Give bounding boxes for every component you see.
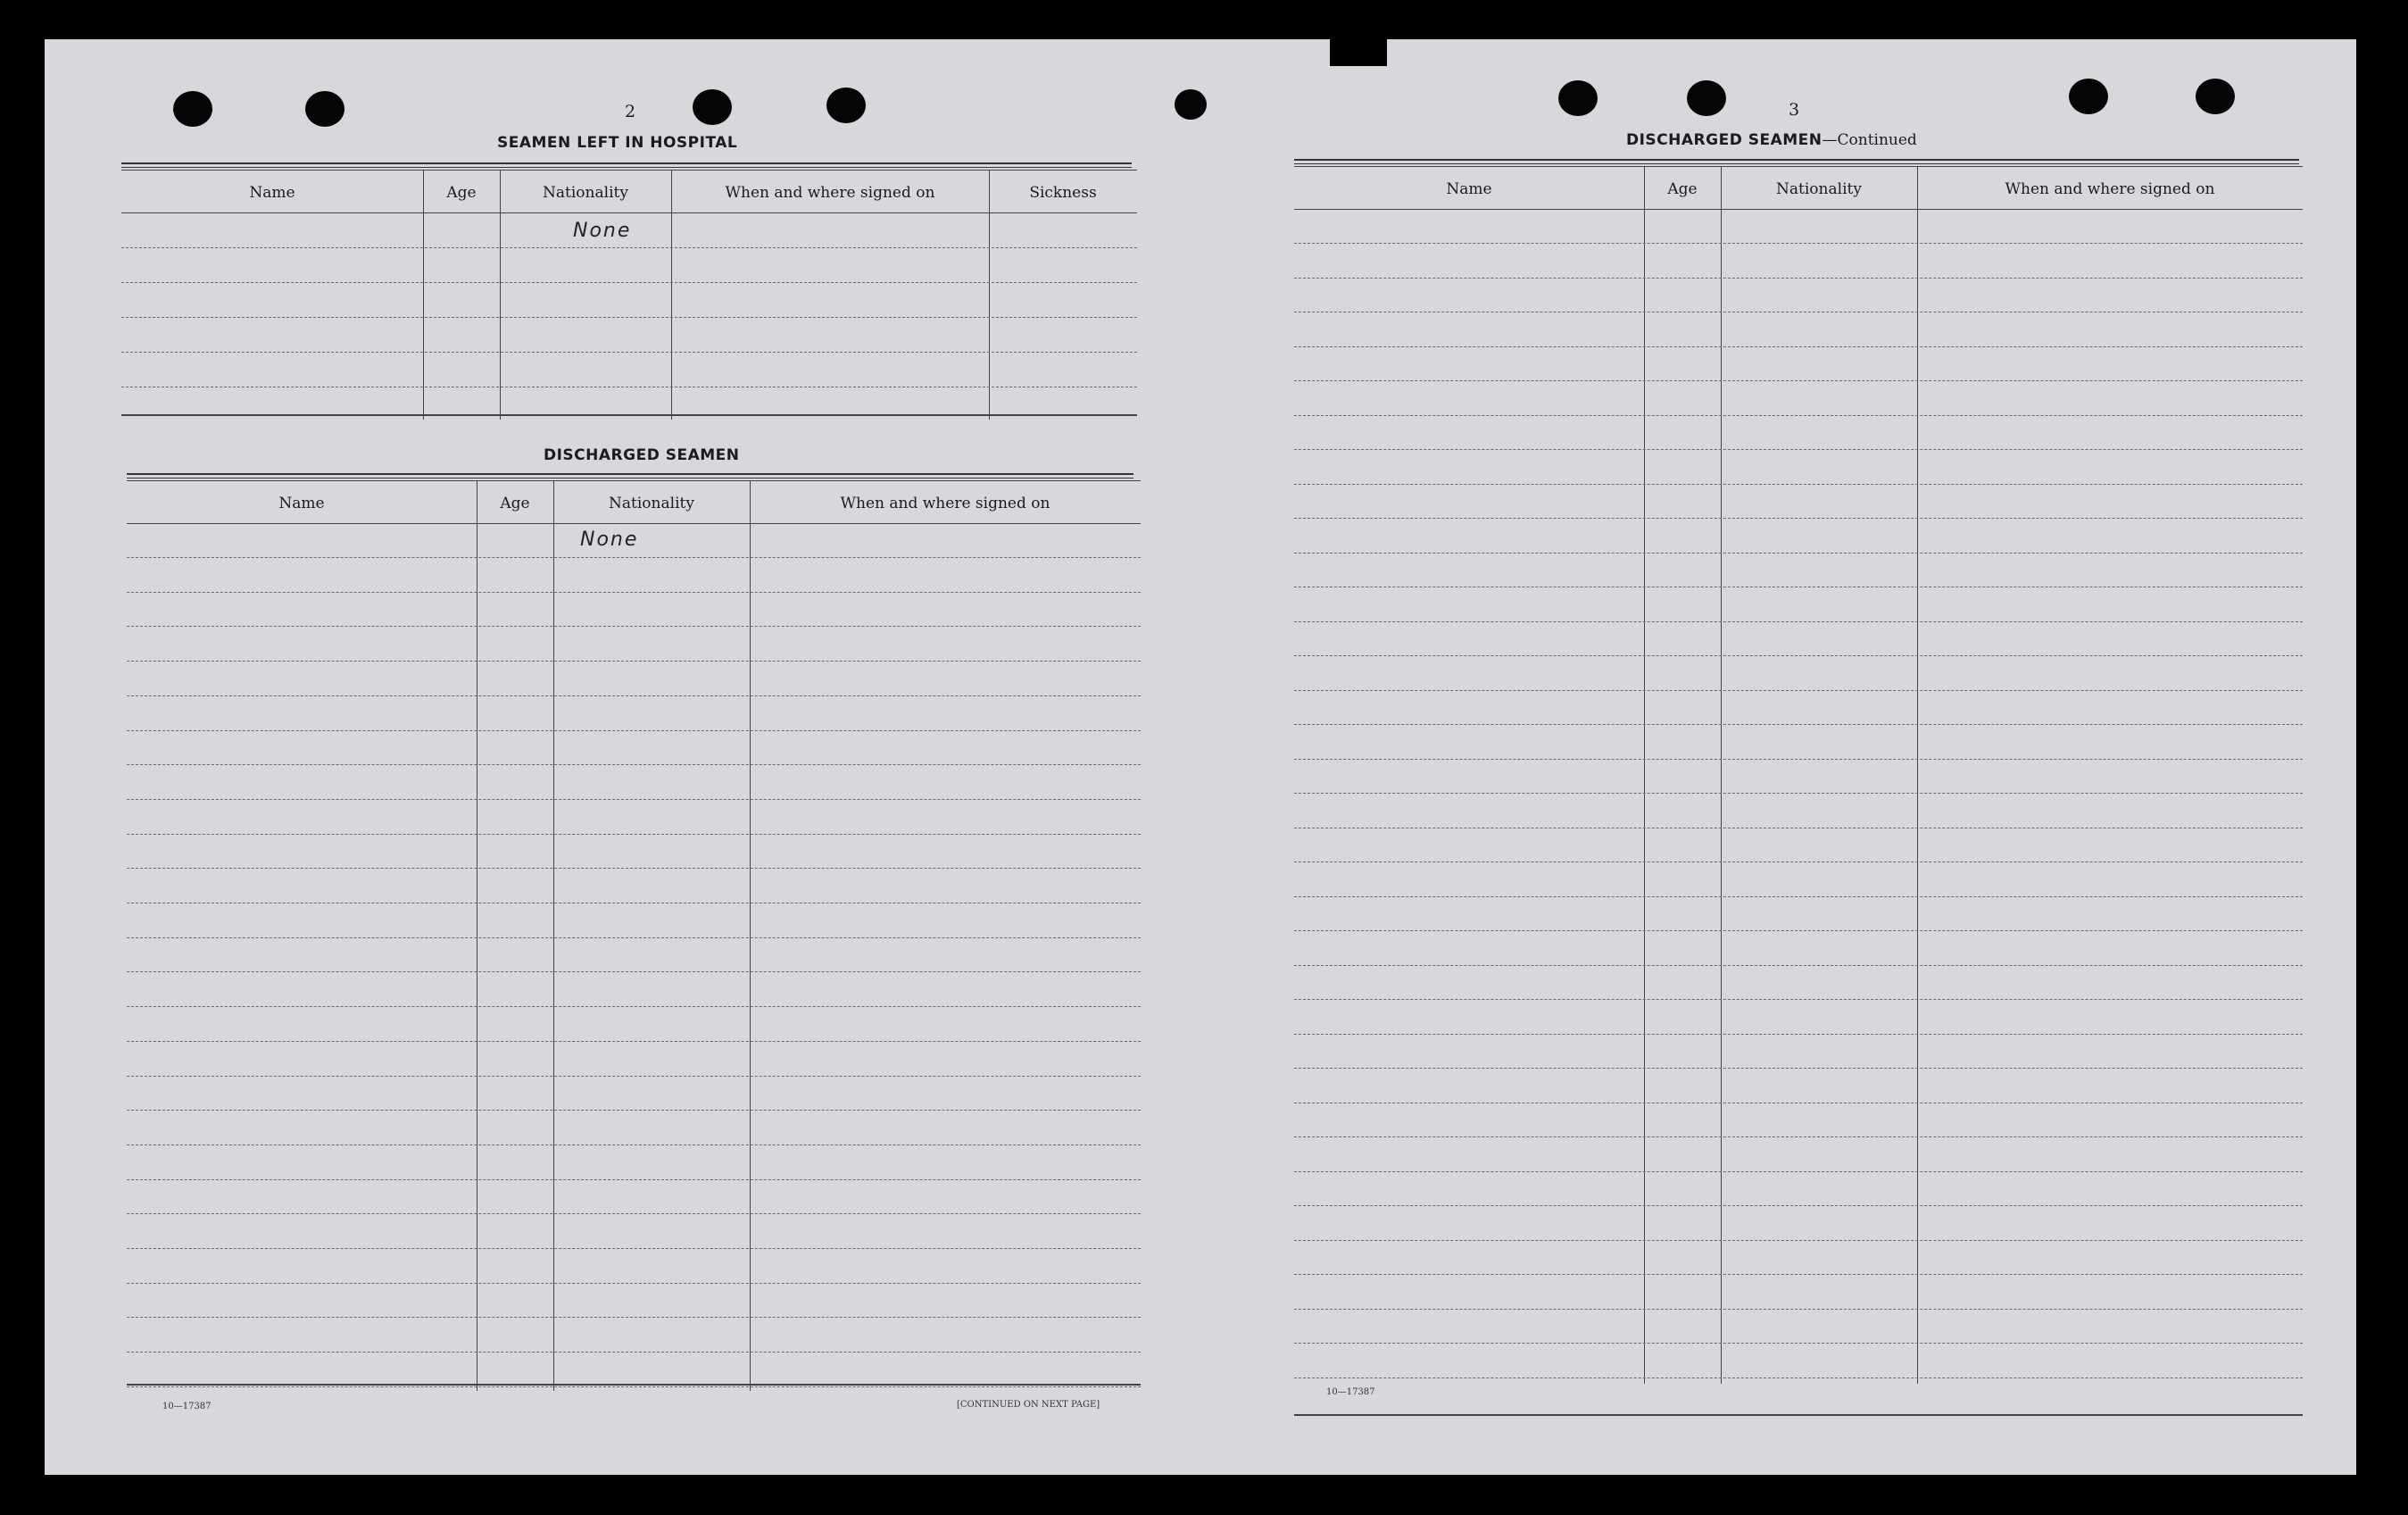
table-row-line (127, 971, 1141, 972)
column-header-signed-on: When and where signed on (840, 495, 1050, 512)
handwritten-entry: None (580, 529, 639, 551)
punch-hole (1558, 80, 1598, 116)
table-row-line (1294, 449, 2303, 450)
column-divider (423, 170, 424, 420)
table-row-line (121, 317, 1137, 318)
table-row-line (127, 1248, 1141, 1249)
table-row-line (1294, 930, 2303, 931)
discharged-table (127, 480, 1141, 1391)
table-row-line (1294, 1274, 2303, 1275)
punch-hole (305, 91, 345, 127)
table-row-line (1294, 1068, 2303, 1069)
table-row-line (127, 557, 1141, 558)
form-number-right: 10—17387 (1326, 1387, 1375, 1397)
torn-edge (1330, 39, 1387, 66)
punch-hole (2196, 79, 2235, 114)
column-header-nationality: Nationality (609, 495, 694, 512)
table-row-line (1294, 1240, 2303, 1241)
table-row-line (1294, 415, 2303, 416)
table-row-line (121, 352, 1137, 353)
column-divider (671, 170, 672, 420)
table-row-line (127, 1283, 1141, 1284)
table-row-line (1294, 553, 2303, 554)
column-header-sickness: Sickness (1029, 184, 1097, 202)
table-row-line (127, 1179, 1141, 1180)
table-row-line (127, 868, 1141, 869)
table-row-line (127, 1213, 1141, 1214)
table-row-line (1294, 484, 2303, 485)
table-row-line (1294, 965, 2303, 966)
page-number-left: 2 (625, 102, 636, 121)
column-header-signed-on: When and where signed on (725, 184, 935, 202)
column-header-age: Age (446, 184, 477, 202)
column-divider (1721, 166, 1722, 1384)
column-header-signed-on: When and where signed on (2005, 180, 2215, 198)
table-row-line (127, 1110, 1141, 1111)
punch-hole (1175, 89, 1207, 120)
column-header-nationality: Nationality (1776, 180, 1862, 198)
header-rule (127, 523, 1141, 524)
handwritten-entry: None (573, 220, 632, 242)
table-row-line (1294, 346, 2303, 347)
table-row-line (1294, 1309, 2303, 1310)
table-rule (1294, 166, 2303, 167)
table-row-line (1294, 655, 2303, 656)
table-row-line (1294, 243, 2303, 244)
table-row-line (1294, 1205, 2303, 1206)
table-row-line (127, 1041, 1141, 1042)
continued-note: [CONTINUED ON NEXT PAGE] (957, 1400, 1100, 1410)
table-row-line (127, 799, 1141, 800)
column-divider (989, 170, 990, 420)
table-row-line (127, 730, 1141, 731)
punch-hole (2069, 79, 2108, 114)
table-row-line (127, 764, 1141, 765)
table-row-line (127, 695, 1141, 696)
document-sheet (45, 39, 2356, 1475)
column-divider (750, 480, 751, 1391)
column-header-age: Age (1667, 180, 1698, 198)
table-rule (121, 170, 1137, 171)
column-divider (1917, 166, 1918, 1384)
table-bottom-rule (127, 1384, 1141, 1386)
table-bottom-rule (1294, 1414, 2303, 1416)
table-row-line (1294, 1171, 2303, 1172)
table-bottom-rule (121, 414, 1137, 416)
table-row-line (1294, 999, 2303, 1000)
table-row-line (127, 1317, 1141, 1318)
table-row-line (121, 282, 1137, 283)
page-number-right: 3 (1789, 100, 1800, 120)
table-row-line (1294, 1034, 2303, 1035)
table-row-line (1294, 759, 2303, 760)
double-rule (121, 162, 1132, 168)
double-rule (127, 473, 1133, 479)
table-row-line (127, 1386, 1141, 1387)
column-divider (553, 480, 554, 1391)
column-divider (1644, 166, 1645, 1384)
table-row-line (1294, 380, 2303, 381)
discharged-section-title: DISCHARGED SEAMEN (544, 446, 740, 464)
table-row-line (127, 626, 1141, 627)
table-row-line (121, 247, 1137, 248)
table-row-line (1294, 1136, 2303, 1137)
punch-hole (173, 91, 212, 127)
punch-hole (826, 87, 866, 123)
table-row-line (1294, 1343, 2303, 1344)
table-rule (127, 480, 1141, 481)
punch-hole (1687, 80, 1726, 116)
column-header-nationality: Nationality (543, 184, 628, 202)
table-row-line (127, 1006, 1141, 1007)
column-header-age: Age (500, 495, 530, 512)
table-row-line (1294, 518, 2303, 519)
table-row-line (127, 834, 1141, 835)
table-row-line (127, 937, 1141, 938)
column-header-name: Name (249, 184, 295, 202)
column-divider (500, 170, 501, 420)
hospital-section-title: SEAMEN LEFT IN HOSPITAL (497, 134, 738, 152)
hospital-table (121, 170, 1137, 420)
table-row-line (127, 592, 1141, 593)
column-header-name: Name (278, 495, 325, 512)
discharged-continued-title (1626, 131, 1917, 149)
title-main: DISCHARGED SEAMEN (1626, 131, 1823, 149)
punch-hole (693, 89, 732, 125)
table-row-line (1294, 690, 2303, 691)
table-row-line (127, 1352, 1141, 1353)
table-row-line (1294, 278, 2303, 279)
header-rule (1294, 209, 2303, 210)
table-row-line (1294, 793, 2303, 794)
table-row-line (1294, 724, 2303, 725)
title-suffix: —Continued (1822, 131, 1917, 149)
double-rule (1294, 159, 2299, 164)
table-row-line (1294, 896, 2303, 897)
column-header-name: Name (1446, 180, 1492, 198)
form-number-left: 10—17387 (162, 1402, 212, 1411)
table-row-line (127, 661, 1141, 662)
table-row-line (1294, 621, 2303, 622)
table-row-line (127, 1076, 1141, 1077)
discharged-continued-table (1294, 166, 2303, 1384)
header-rule (121, 212, 1137, 213)
